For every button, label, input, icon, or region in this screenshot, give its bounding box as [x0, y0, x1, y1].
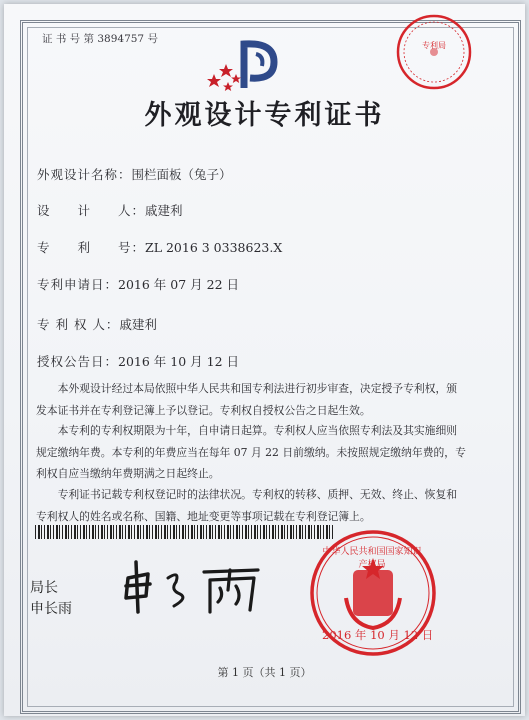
patent-office-logo-icon — [204, 34, 288, 94]
patent-number-field — [37, 238, 282, 256]
designer-label: 设 计 人： — [37, 203, 146, 218]
top-seal-icon — [394, 12, 474, 92]
page-footer: 第 1 页（共 1 页） — [217, 666, 312, 679]
patent-number-label: 专 利 号： — [37, 240, 146, 255]
certificate-number: 证 书 号 第 3894757 号 — [42, 33, 158, 45]
grant-date-label: 授权公告日： — [37, 354, 119, 369]
grant-date-field — [37, 352, 239, 370]
design-name-field — [37, 165, 232, 183]
barcode — [35, 525, 335, 539]
filing-date-value: 2016 年 07 月 22 日 — [118, 277, 240, 292]
filing-date-field — [37, 275, 239, 293]
grant-date-value: 2016 年 10 月 12 日 — [118, 354, 240, 369]
design-name-label: 外观设计名称： — [37, 167, 132, 182]
filing-date-label: 专利申请日： — [37, 277, 119, 292]
paragraph-line: 规定缴纳年费。本专利的年费应当在每年 07 月 22 日前缴纳。未按照规定缴纳年费的，专 — [36, 445, 466, 459]
paragraph-line: 专利权人的姓名或名称、国籍、地址变更等事项记载在专利登记簿上。 — [36, 509, 371, 523]
patentee-field — [37, 315, 157, 333]
patent-number-value: ZL 2016 3 0338623.X — [145, 240, 283, 255]
top-seal-text: 专利局 — [422, 41, 446, 50]
paragraph-line: 本外观设计经过本局依照中华人民共和国专利法进行初步审查，决定授予专利权，颁 — [36, 382, 458, 395]
paragraph-grant — [36, 378, 476, 421]
patentee-value: 戚建利 — [119, 317, 157, 332]
paragraph-line: 利权自应当缴纳年费期满之日起终止。 — [36, 467, 220, 480]
handwritten-signature-icon — [118, 556, 268, 616]
paragraph-line: 发本证书并在专利登记簿上予以登记。专利权自授权公告之日起生效。 — [36, 403, 371, 417]
signatory-name: 申长雨 — [30, 601, 72, 617]
designer-field — [37, 201, 183, 219]
designer-value: 戚建利 — [145, 203, 183, 218]
paragraph-legal-status — [36, 462, 476, 527]
certificate-title: 外观设计专利证书 — [144, 100, 385, 131]
paragraph-line: 专利证书记载专利权登记时的法律状况。专利权的转移、质押、无效、终止、恢复和 — [36, 488, 458, 501]
design-name-value: 围栏面板（兔子） — [131, 167, 232, 182]
signatory-title: 局长 — [30, 580, 58, 596]
seal-ring-text: 中华人民共和国国家知识产权局 — [322, 547, 422, 570]
paragraph-line: 本专利的专利权期限为十年，自申请日起算。专利权人应当依照专利法及其实施细则 — [36, 424, 458, 437]
patentee-label: 专 利 权 人： — [37, 317, 120, 332]
seal-date: 2016 年 10 月 12 日 — [322, 628, 434, 642]
